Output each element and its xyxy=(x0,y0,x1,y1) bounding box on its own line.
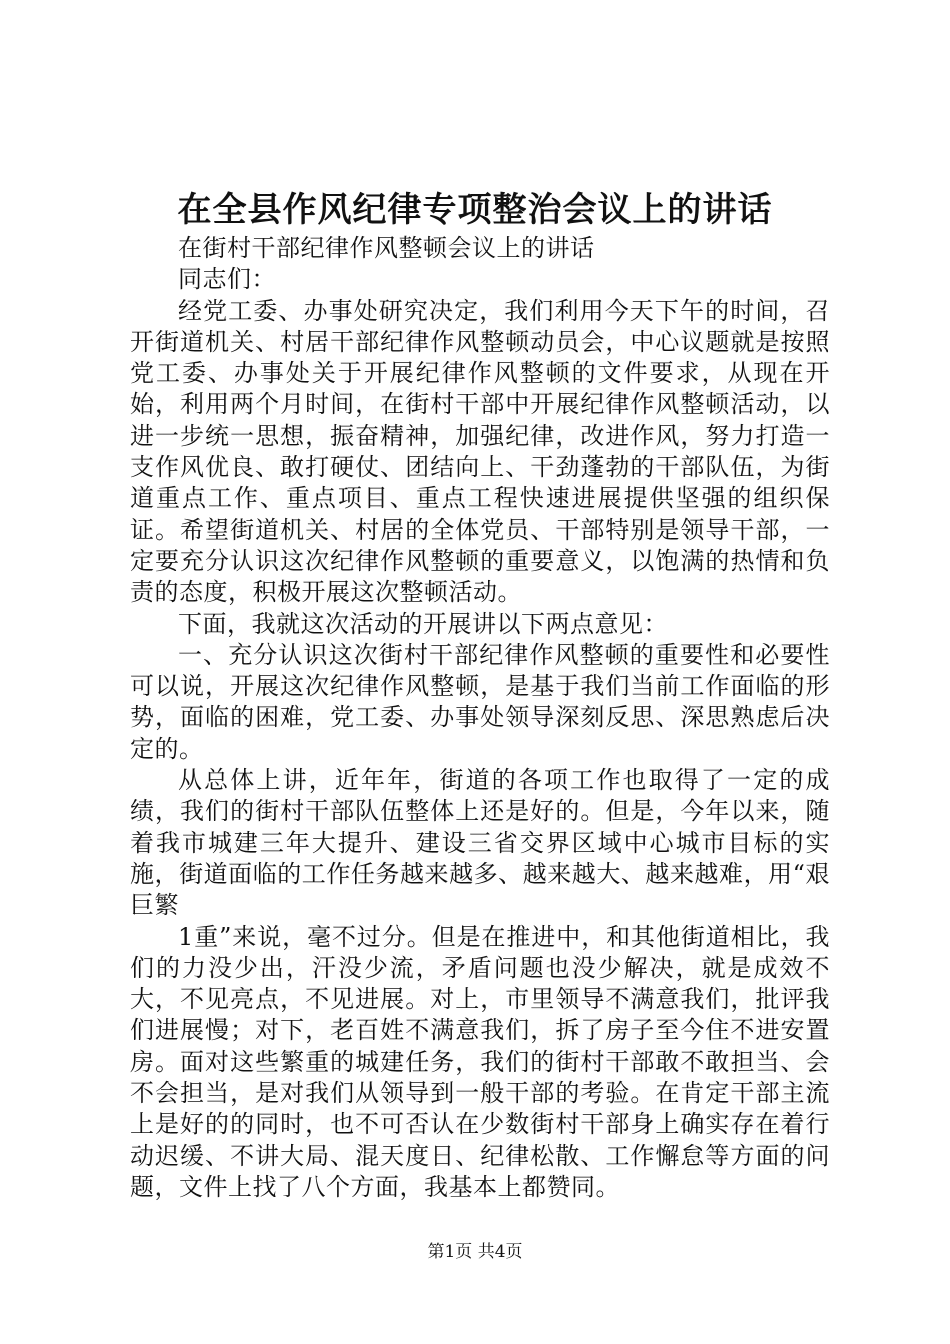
subtitle-paragraph: 在街村干部纪律作风整顿会议上的讲话 xyxy=(178,234,595,262)
document-title: 在全县作风纪律专项整治会议上的讲话 xyxy=(177,190,773,230)
body-paragraph: 从总体上讲，近年年，街道的各项工作也取得了一定的成绩，我们的街村干部队伍整体上还是好的。但是，今年以来，随着我市城建三年大提升、建设三省交界区域中心城市目标的实施，街道面临的工作任务越来越多、越来越大、越来越难，用“艰巨繁 xyxy=(130,766,830,920)
body-paragraph: 下面，我就这次活动的开展讲以下两点意见： xyxy=(178,609,668,638)
body-paragraph: 经党工委、办事处研究决定，我们利用今天下午的时间，召开街道机关、村居干部纪律作风整顿动员会，中心议题就是按照党工委、办事处关于开展纪律作风整顿的文件要求，从现在开始，利用两个月时间，在街村干部中开展纪律作风整顿活动，以进一步统一思想，振奋精神，加强纪律，改进作风，努力打造一支作风优良、敢打硬仗、团结向上、干劲蓬勃的干部队伍，为街道重点工作、重点项目、重点工程快速进展提供坚强的组织保证。希望街道机关、村居的全体党员、干部特别是领导干部，一定要充分认识这次纪律作风整顿的重要意义，以饱满的热情和负责的态度，积极开展这次整顿活动。 xyxy=(130,296,830,607)
document-body xyxy=(130,233,830,1203)
body-paragraph: 一、充分认识这次街村干部纪律作风整顿的重要性和必要性可以说，开展这次纪律作风整顿，是基于我们当前工作面临的形势，面临的困难，党工委、办事处领导深刻反思、深思熟虑后决定的。 xyxy=(130,640,830,763)
page-footer: 第1页 共4页 xyxy=(427,1242,523,1262)
body-paragraph: 1重”来说，毫不过分。但是在推进中，和其他街道相比，我们的力没少出，汗没少流，矛盾问题也没少解决，就是成效不大，不见亮点，不见进展。对上，市里领导不满意我们，批评我们进展慢；对下，老百姓不满意我们，拆了房子至今住不进安置房。面对这些繁重的城建任务，我们的街村干部敢不敢担当、会不会担当，是对我们从领导到一般干部的考验。在肯定干部主流上是好的的同时，也不可否认在少数街村干部身上确实存在着行动迟缓、不讲大局、混天度日、纪律松散、工作懈怠等方面的问题，文件上找了八个方面，我基本上都赞同。 xyxy=(130,922,830,1201)
salutation-paragraph: 同志们： xyxy=(178,265,276,294)
